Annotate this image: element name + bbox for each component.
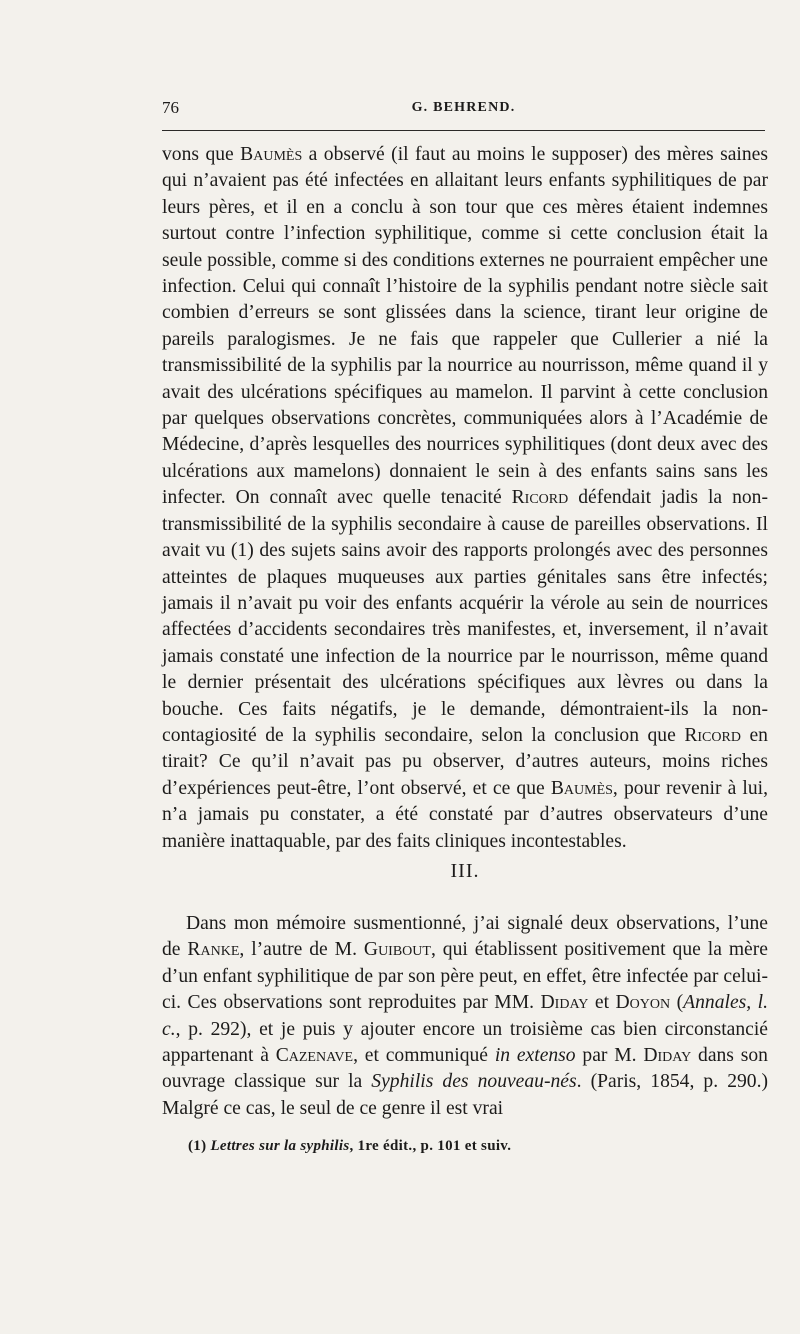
author-name: Guibout bbox=[363, 939, 431, 961]
text-run: défendait jadis la non-transmissibilité de la syphilis secondaire à cause de pareilles observations. Il avait vu (1) des sujets sains avoir des rapports prolongés avec des personnes atteintes de plaques muqueuses aux parties génitales sans être infectés; jamais il n’avait pu voir des enfants acquérir la vérole au sein de nourrices affectées d’accidents secondaires très manifestes, et, inversement, il n’avait jamais constaté une infection de la nourrice par le nourrisson, même quand le dernier présentait des ulcérations spécifiques aux lèvres ou dans la bouche. Ces faits négatifs, je le demande, démontraient-ils la non-contagiosité de la syphilis secondaire, selon la conclusion que bbox=[162, 487, 768, 746]
text-run: et bbox=[588, 992, 616, 1014]
section-heading: III. bbox=[450, 860, 480, 882]
footnote-marker: (1) bbox=[188, 1138, 211, 1154]
text-run: . (Paris, 1854, p. 290.) Malgré ce cas, le seul de ce genre il est vrai bbox=[162, 1071, 769, 1119]
text-run: par M. bbox=[575, 1045, 644, 1067]
text-run: , l’autre de M. bbox=[239, 939, 364, 961]
footnote-book-title: Lettres sur la syphilis bbox=[210, 1138, 350, 1154]
paragraph-1-text bbox=[162, 142, 768, 855]
header-rule bbox=[162, 130, 765, 131]
running-head: G. BEHREND. bbox=[411, 100, 516, 115]
page-header bbox=[162, 98, 765, 122]
paragraph-2-text bbox=[162, 911, 768, 1122]
text-run: vons que bbox=[162, 144, 241, 165]
latin-phrase: in extenso bbox=[494, 1045, 576, 1067]
author-name: Diday bbox=[643, 1045, 692, 1067]
text-run: dans son ouvrage classique sur la bbox=[162, 1045, 768, 1093]
footnote bbox=[188, 1138, 768, 1155]
text-run: Dans mon mémoire susmentionné, j’ai signalé deux observations, l’une de bbox=[162, 913, 768, 961]
text-run: en tirait? Ce qu’il n’avait pas pu observer, d’autres auteurs, moins riches d’expériences peut-être, l’ont observé, et ce que bbox=[162, 724, 768, 799]
citation-title: Annales, l. c. bbox=[162, 992, 769, 1040]
text-run: , pour revenir à lui, n’a jamais pu constater, a été constaté par d’autres observateurs d’une manière inattaquable, par des faits cliniques incontestables. bbox=[162, 777, 768, 852]
author-name: Ranke bbox=[187, 939, 240, 961]
author-name: Diday bbox=[540, 992, 589, 1014]
book-title: Syphilis des nouveau-nés bbox=[371, 1071, 577, 1093]
author-name: Baumès bbox=[550, 777, 613, 799]
author-name: Ricord bbox=[684, 724, 741, 746]
footnote-text: , 1re édit., p. 101 et suiv. bbox=[349, 1138, 512, 1154]
text-run: , et communiqué bbox=[353, 1045, 495, 1067]
body-paragraph-2 bbox=[162, 911, 768, 1122]
text-run: ( bbox=[670, 992, 684, 1014]
body-paragraph-1 bbox=[162, 142, 768, 855]
author-name: Doyon bbox=[615, 992, 671, 1014]
author-name: Cazenave bbox=[275, 1045, 354, 1067]
author-name: Baumès bbox=[240, 144, 303, 165]
text-run: a observé (il faut au moins le supposer) des mères saines qui n’avaient pas été infectées en allaitant leurs enfants syphilitiques de par leurs pères, et il en a conclu à son tour que ces mères étaient indemnes surtout contre l’infection syphilitique, comme si cette conclusion était la seule possible, comme si des conditions externes ne pourraient empêcher une infection. Celui qui connaît l’histoire de la syphilis pendant notre siècle sait combien d’erreurs se sont glissées dans la science, tirant leur origine de pareils paralogismes. Je ne fais que rappeler que Cullerier a nié la transmissibilité de la syphilis par la nourrice au nourrisson, même quand il y avait des ulcérations spécifiques au mamelon. Il parvint à cette conclusion par quelques observations concrètes, communiquées alors à l’Académie de Médecine, d’après lesquelles des nourrices syphilitiques (dont deux avec des ulcérations aux mamelons) donnaient le sein à des enfants sains sans les infecter. On connaît avec quelle tenacité bbox=[162, 144, 768, 509]
author-name: Ricord bbox=[511, 487, 569, 509]
page-number: 76 bbox=[162, 98, 179, 117]
text-run: , p. 292), et je puis y ajouter encore un troisième cas bien circonstancié appartenant à bbox=[162, 1018, 768, 1067]
text-run: , qui établissent positivement que la mère d’un enfant syphilitique de par son père peut, en effet, être infectée par celui-ci. Ces observations sont reproduites par MM. bbox=[162, 939, 768, 1014]
